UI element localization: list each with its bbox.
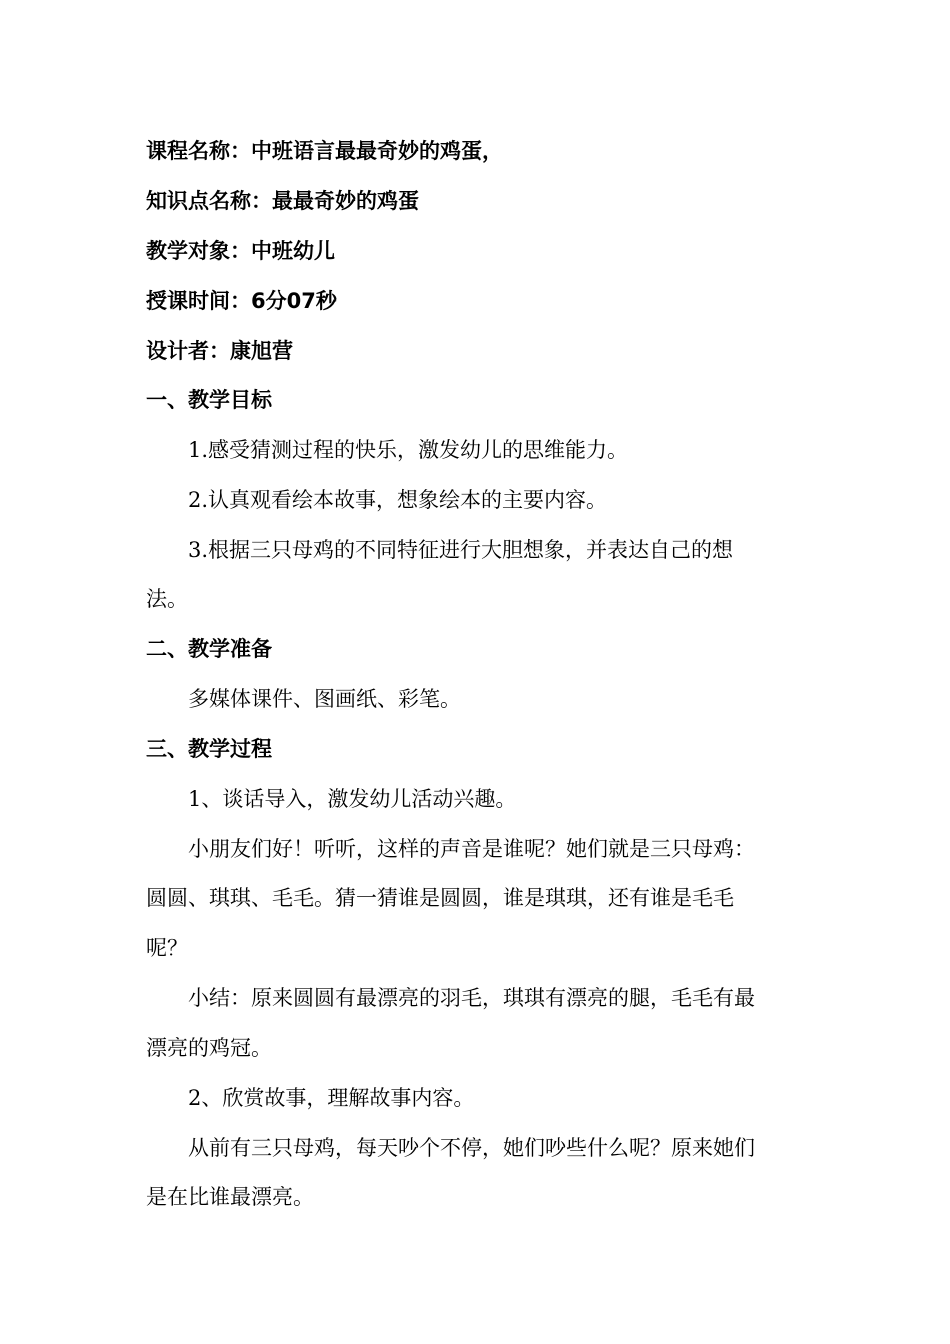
paragraph-line: 从前有三只母鸡，每天吵个不停，她们吵些什么呢？原来她们 [188, 1136, 755, 1160]
paragraph-line: 呢？ [146, 936, 188, 960]
summary-line: 漂亮的鸡冠。 [146, 1036, 272, 1060]
designer: 设计者：康旭营 [146, 339, 293, 363]
course-name: 课程名称：中班语言最最奇妙的鸡蛋， [146, 139, 503, 163]
paragraph-line: 圆圆、琪琪、毛毛。猜一猜谁是圆圆，谁是琪琪，还有谁是毛毛 [146, 886, 734, 910]
teaching-audience: 教学对象：中班幼儿 [146, 239, 335, 263]
goal-item: 2.认真观看绘本故事，想象绘本的主要内容。 [188, 488, 608, 512]
preparation-text: 多媒体课件、图画纸、彩笔。 [188, 687, 461, 711]
goal-item-continuation: 法。 [146, 587, 188, 611]
summary-line: 小结：原来圆圆有最漂亮的羽毛，琪琪有漂亮的腿，毛毛有最 [188, 986, 755, 1010]
paragraph-line: 是在比谁最漂亮。 [146, 1185, 314, 1209]
process-step-title: 1、谈话导入，激发幼儿活动兴趣。 [188, 787, 517, 811]
goal-item: 1.感受猜测过程的快乐，激发幼儿的思维能力。 [188, 438, 629, 462]
paragraph-line: 小朋友们好！听听，这样的声音是谁呢？她们就是三只母鸡： [188, 837, 755, 861]
section-heading-preparation: 二、教学准备 [146, 637, 272, 661]
section-heading-process: 三、教学过程 [146, 737, 272, 761]
knowledge-point-name: 知识点名称：最最奇妙的鸡蛋 [146, 189, 419, 213]
process-step-title: 2、欣赏故事，理解故事内容。 [188, 1086, 475, 1110]
class-duration: 授课时间：6分07秒 [146, 289, 337, 313]
goal-item: 3.根据三只母鸡的不同特征进行大胆想象，并表达自己的想 [188, 538, 734, 562]
section-heading-goals: 一、教学目标 [146, 388, 272, 412]
